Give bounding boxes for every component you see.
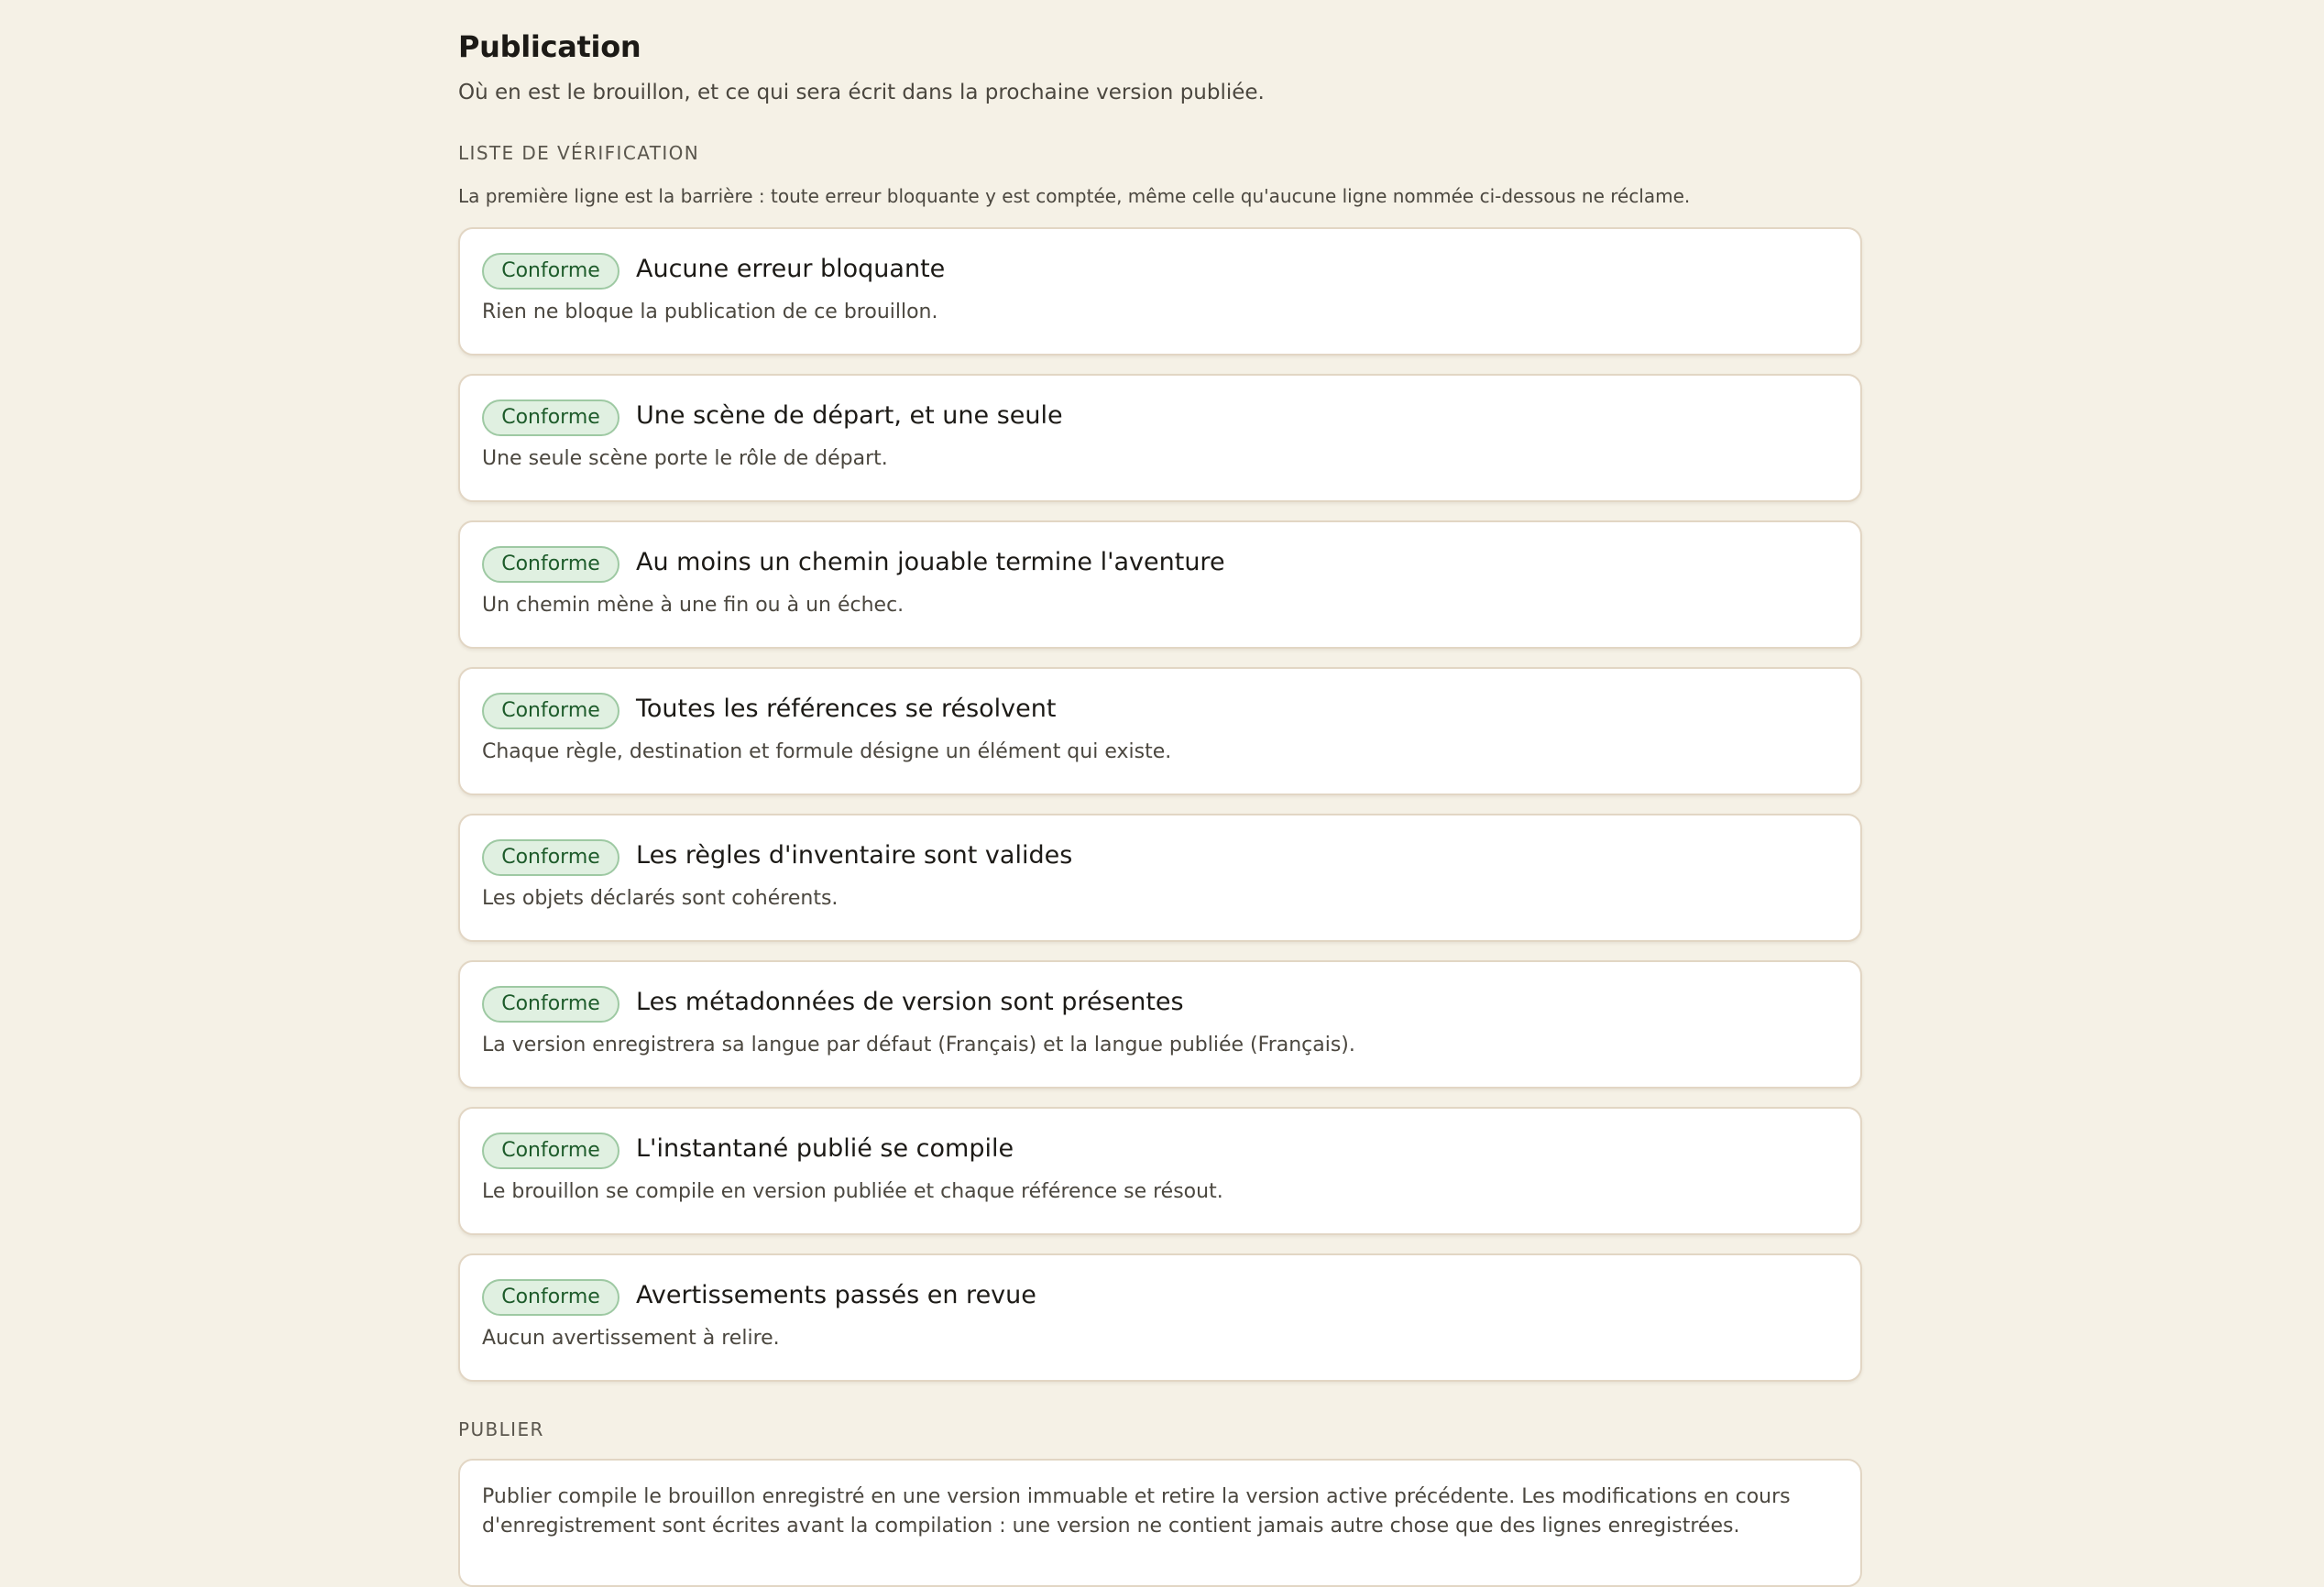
status-badge: Conforme [482,399,619,436]
check-title: Aucune erreur bloquante [636,255,946,283]
publish-description: Publier compile le brouillon enregistré en une version immuable et retire la version active précédente. Les modifications en cours d'enregistrement sont écrites avant la compilation : une version ne contient jamais autre chose que des lignes enregistrées. [482,1485,1791,1538]
page-subtitle: Où en est le brouillon, et ce qui sera écrit dans la prochaine version publiée. [458,81,1265,104]
status-badge: Conforme [482,693,619,729]
check-item-no-blocking-errors [458,227,1862,356]
check-description: Chaque règle, destination et formule désigne un élément qui existe. [482,740,1172,763]
check-title: Toutes les références se résolvent [636,695,1057,723]
check-description: Les objets déclarés sont cohérents. [482,887,839,910]
status-badge: Conforme [482,986,619,1023]
publish-panel [458,1459,1862,1587]
check-title: Les règles d'inventaire sont valides [636,841,1073,870]
status-badge: Conforme [482,546,619,583]
checklist-heading: LISTE DE VÉRIFICATION [458,142,700,164]
check-title: L'instantané publié se compile [636,1134,1014,1163]
check-description: Une seule scène porte le rôle de départ. [482,447,888,470]
page-title: Publication [458,29,641,64]
check-item-inventory-rules [458,814,1862,942]
status-badge: Conforme [482,1279,619,1316]
check-item-playable-path [458,520,1862,649]
check-item-snapshot-compiles [458,1107,1862,1235]
check-item-references-resolve [458,667,1862,795]
status-badge: Conforme [482,1133,619,1169]
check-item-warnings-reviewed [458,1253,1862,1382]
status-badge: Conforme [482,253,619,290]
status-badge: Conforme [482,839,619,876]
check-title: Avertissements passés en revue [636,1281,1036,1309]
check-title: Une scène de départ, et une seule [636,401,1063,430]
check-description: Rien ne bloque la publication de ce brouillon. [482,301,938,323]
check-title: Au moins un chemin jouable termine l'aventure [636,548,1225,576]
check-description: Un chemin mène à une fin ou à un échec. [482,594,904,617]
checklist-note: La première ligne est la barrière : toute erreur bloquante y est comptée, même celle qu'aucune ligne nommée ci-dessous ne réclame. [458,185,1691,207]
check-item-start-scene [458,374,1862,502]
check-description: La version enregistrera sa langue par défaut (Français) et la langue publiée (Français). [482,1034,1355,1056]
check-item-version-metadata [458,960,1862,1089]
check-description: Le brouillon se compile en version publiée et chaque référence se résout. [482,1180,1223,1203]
check-description: Aucun avertissement à relire. [482,1327,780,1350]
check-title: Les métadonnées de version sont présentes [636,988,1184,1016]
publish-heading: PUBLIER [458,1418,544,1440]
